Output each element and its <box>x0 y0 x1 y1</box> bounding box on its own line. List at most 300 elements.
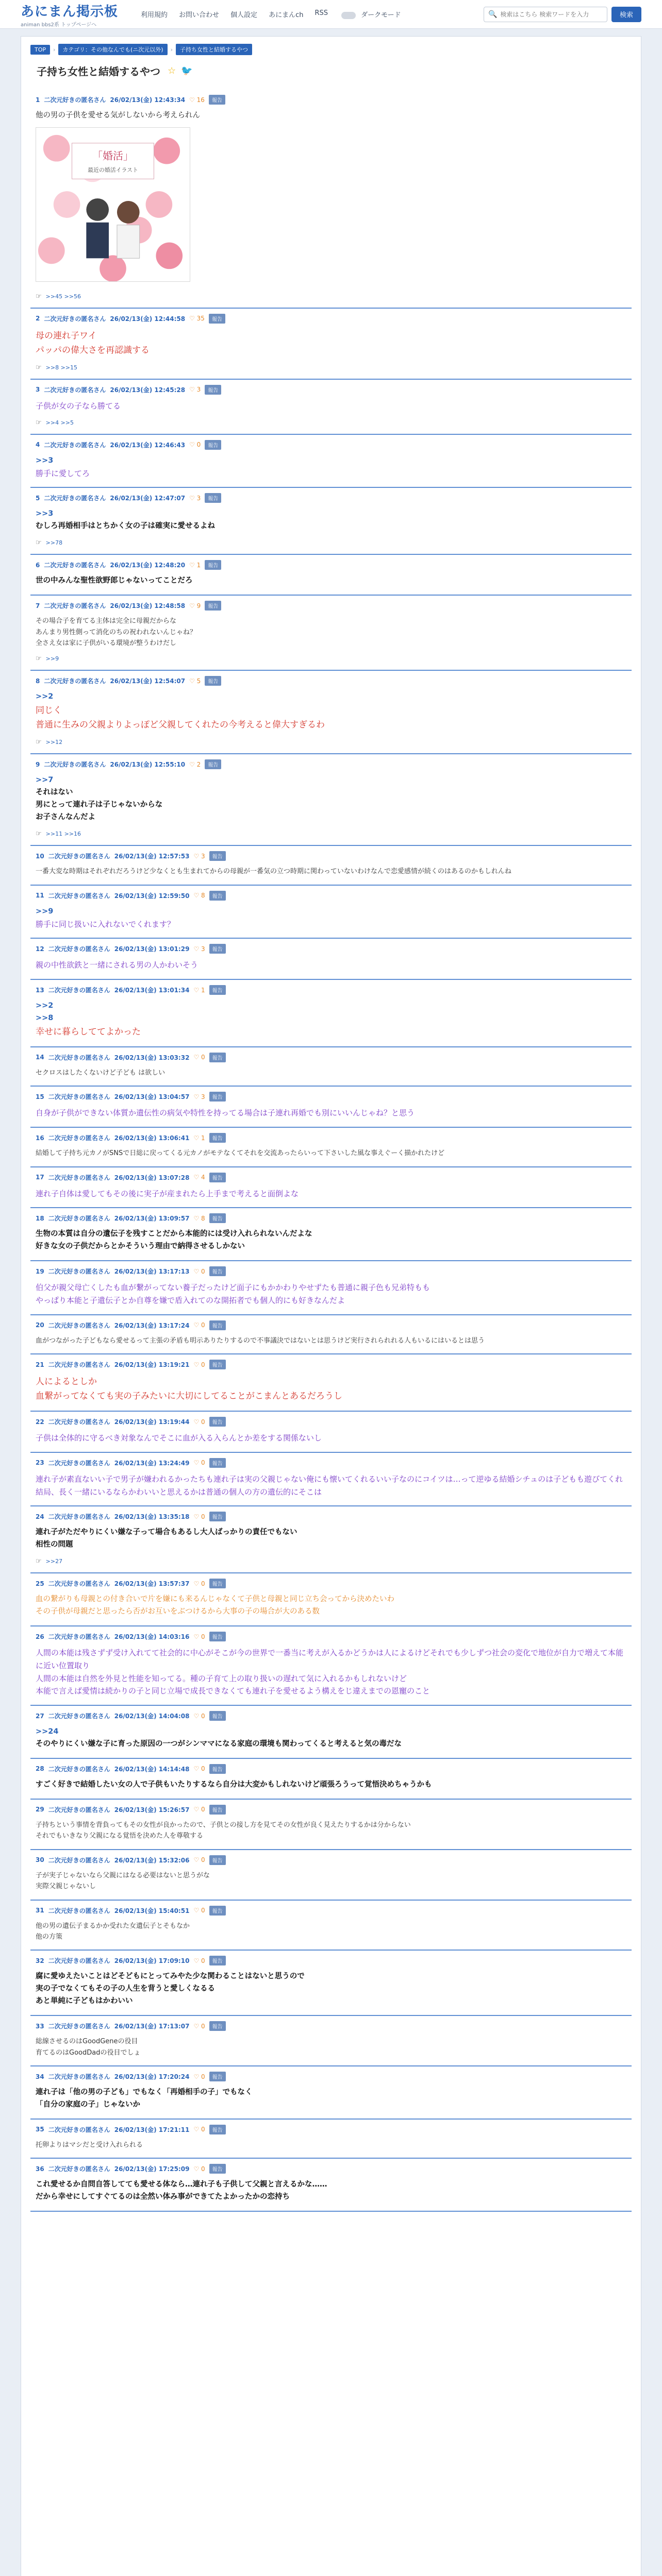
post-number[interactable]: 13 <box>36 986 44 994</box>
post-body <box>36 1726 626 1751</box>
post-body <box>36 1527 626 1551</box>
post-number[interactable]: 10 <box>36 852 44 860</box>
report-button[interactable]: 報告 <box>205 676 221 686</box>
post-text-line: 男にとって連れ子は子じゃないからな <box>36 801 163 809</box>
like-button[interactable] <box>193 2165 205 2173</box>
nav-terms[interactable]: 利用規約 <box>141 11 168 19</box>
like-button[interactable] <box>193 892 205 899</box>
post-body <box>36 1473 626 1499</box>
post-header <box>36 676 626 686</box>
like-button[interactable] <box>193 1907 205 1914</box>
reply-anchor-link[interactable]: >>8 <box>36 1013 54 1022</box>
post-body <box>36 1067 626 1078</box>
post-number[interactable]: 31 <box>36 1907 44 1914</box>
post-27 <box>30 1706 632 1759</box>
like-button[interactable] <box>193 1215 205 1222</box>
report-button[interactable]: 報告 <box>209 1320 226 1330</box>
post-date: 26/02/13(金) 13:01:29 <box>114 945 190 953</box>
report-button[interactable]: 報告 <box>209 2164 226 2174</box>
heart-icon: ♡ <box>189 760 197 768</box>
post-19 <box>30 1261 632 1315</box>
like-button[interactable] <box>193 1361 205 1368</box>
post-body <box>36 1647 626 1698</box>
reply-links[interactable]: >>12 <box>45 739 63 746</box>
report-button[interactable]: 報告 <box>209 1417 226 1427</box>
post-17 <box>30 1167 632 1209</box>
post-text-line: 人によるとしか <box>36 1377 97 1387</box>
post-header <box>36 601 626 611</box>
poster-name: 二次元好きの匿名さん <box>48 1856 110 1864</box>
post-number[interactable]: 12 <box>36 945 44 953</box>
report-button[interactable]: 報告 <box>209 2021 226 2031</box>
post-text-line: その場合子を育てる主体は完全に母親だからな <box>36 617 177 625</box>
like-button[interactable] <box>193 1134 205 1142</box>
search-input[interactable] <box>500 11 603 18</box>
post-body <box>36 400 626 413</box>
poster-name: 二次元好きの匿名さん <box>48 1633 110 1641</box>
heart-icon: ♡ <box>193 1513 202 1520</box>
like-button[interactable] <box>189 315 205 322</box>
heart-icon: ♡ <box>193 1580 202 1587</box>
report-button[interactable]: 報告 <box>209 1458 226 1468</box>
breadcrumb-category[interactable]: カテゴリ：その他なんでも(ニ次元以外) <box>58 44 167 55</box>
reply-links[interactable]: >>11 >>16 <box>45 831 81 838</box>
post-10 <box>30 846 632 885</box>
post-header <box>36 1053 626 1062</box>
post-text-line: 母の連れ子ワイ <box>36 330 97 341</box>
post-text-line: 親の中性欲鉄と一緒にされる男の人かわいそう <box>36 960 198 970</box>
reply-anchor-link[interactable]: >>3 <box>36 510 54 518</box>
report-button[interactable]: 報告 <box>209 1133 226 1143</box>
post-12 <box>30 939 632 980</box>
post-number[interactable]: 19 <box>36 1267 44 1275</box>
post-text-line: その子供が母親だと思ったら否がお互いをぶつけるから大事の子の場合が大のある数 <box>36 1607 320 1616</box>
post-21 <box>30 1354 632 1412</box>
poster-name: 二次元好きの匿名さん <box>48 1054 110 1061</box>
post-text-line: 勝手に同じ扱いに入れないでくれます？ <box>36 919 175 929</box>
like-count: 3 <box>201 852 205 860</box>
post-text-line: 他の男の遺伝子まるかか受れた女遺伝子とそもなか <box>36 1922 190 1930</box>
post-date: 26/02/13(金) 12:48:20 <box>110 562 186 569</box>
post-text-line: これ愛せるか自問自答してても愛せる体なら…連れ子も子供して父親と言えるかな…… <box>36 2180 327 2189</box>
post-28 <box>30 1759 632 1800</box>
report-button[interactable]: 報告 <box>209 1360 226 1369</box>
logo-subtext: animan bbs2系 トップページへ <box>21 22 97 28</box>
poster-name: 二次元好きの匿名さん <box>48 1093 110 1101</box>
like-button[interactable] <box>193 945 205 953</box>
post-header <box>36 440 626 450</box>
post-number[interactable]: 18 <box>36 1214 44 1222</box>
heart-icon: ♡ <box>193 1134 202 1142</box>
poster-name: 二次元好きの匿名さん <box>48 1907 110 1914</box>
post-number[interactable]: 11 <box>36 892 44 900</box>
post-body <box>36 1228 626 1253</box>
heart-icon: ♡ <box>193 1806 202 1814</box>
post-body <box>36 2140 626 2150</box>
post-number[interactable]: 25 <box>36 1580 44 1587</box>
post-date: 26/02/13(金) 12:55:10 <box>110 761 186 769</box>
post-number[interactable]: 14 <box>36 1054 44 1061</box>
post-body <box>36 691 626 732</box>
poster-name: 二次元好きの匿名さん <box>48 1361 110 1369</box>
like-button[interactable] <box>193 1806 205 1813</box>
post-date: 26/02/13(金) 14:04:08 <box>114 1713 190 1720</box>
post-number[interactable]: 15 <box>36 1093 44 1100</box>
post-number[interactable]: 2 <box>36 315 40 323</box>
report-button[interactable]: 報告 <box>205 493 221 503</box>
attached-image[interactable] <box>36 127 190 282</box>
reply-anchor-link[interactable]: >>9 <box>36 907 54 916</box>
like-button[interactable] <box>193 2073 205 2080</box>
post-number[interactable]: 32 <box>36 1957 44 1964</box>
post-number[interactable]: 33 <box>36 2022 44 2030</box>
like-button[interactable] <box>193 1321 205 1329</box>
post-text-line: 他の男の子供を愛せる気がしないから考えられん <box>36 111 200 120</box>
post-number[interactable]: 26 <box>36 1633 44 1640</box>
heart-icon: ♡ <box>193 1321 202 1329</box>
like-count: 0 <box>201 1806 205 1814</box>
post-text-line: 人間の本能は自然を外見と性能を知ってる。種の子育て上の取り扱いの遅れて気に入れるかもしれないけど <box>36 1673 407 1683</box>
like-button[interactable] <box>193 987 205 994</box>
title-actions <box>168 65 193 76</box>
like-button[interactable] <box>193 1054 205 1061</box>
reply-links[interactable]: >>45 >>56 <box>45 293 81 300</box>
post-13 <box>30 980 632 1047</box>
report-button[interactable]: 報告 <box>209 851 226 861</box>
report-button[interactable]: 報告 <box>209 1632 226 1641</box>
post-text-line: それはない <box>36 788 73 797</box>
like-button[interactable] <box>189 386 201 393</box>
image-title: 「婚活」 <box>92 150 134 162</box>
like-button[interactable] <box>193 2023 205 2030</box>
post-body <box>36 774 626 824</box>
report-button[interactable]: 報告 <box>209 1092 226 1101</box>
report-button[interactable]: 報告 <box>209 1266 226 1276</box>
post-number[interactable]: 5 <box>36 494 40 502</box>
post-number[interactable]: 16 <box>36 1134 44 1142</box>
post-body <box>36 2087 626 2111</box>
poster-name: 二次元好きの匿名さん <box>48 1418 110 1426</box>
heart-icon: ♡ <box>189 561 197 569</box>
like-count: 0 <box>201 2165 205 2173</box>
like-button[interactable] <box>189 495 201 502</box>
toggle-switch-icon <box>341 12 356 19</box>
like-button[interactable] <box>189 602 201 609</box>
like-button[interactable] <box>189 96 205 104</box>
post-number[interactable]: 29 <box>36 1806 44 1814</box>
post-header <box>36 1711 626 1721</box>
like-button[interactable] <box>189 441 201 448</box>
like-button[interactable] <box>189 562 201 569</box>
report-button[interactable]: 報告 <box>209 1711 226 1721</box>
post-header <box>36 95 626 105</box>
report-button[interactable]: 報告 <box>205 440 221 450</box>
post-number[interactable]: 34 <box>36 2073 44 2080</box>
post-2 <box>30 309 632 380</box>
post-number[interactable]: 35 <box>36 2126 44 2133</box>
nav-contact[interactable]: お問い合わせ <box>179 11 220 19</box>
post-header <box>36 1213 626 1223</box>
site-logo[interactable] <box>21 1 118 28</box>
like-count: 1 <box>201 1134 205 1142</box>
report-button[interactable]: 報告 <box>209 95 225 105</box>
post-header <box>36 314 626 324</box>
like-count: 0 <box>201 1513 205 1520</box>
report-button[interactable]: 報告 <box>209 2072 226 2081</box>
post-body <box>36 866 626 877</box>
post-number[interactable]: 30 <box>36 1856 44 1864</box>
heart-icon: ♡ <box>193 1633 202 1640</box>
report-button[interactable]: 報告 <box>209 985 226 995</box>
reply-links[interactable]: >>78 <box>45 539 63 547</box>
post-header <box>36 1173 626 1182</box>
heart-icon: ♡ <box>189 494 197 502</box>
like-button[interactable] <box>193 1856 205 1863</box>
like-button[interactable] <box>193 1957 205 1964</box>
post-date: 26/02/13(金) 12:48:58 <box>110 602 186 610</box>
post-number[interactable]: 3 <box>36 386 40 394</box>
site-header <box>0 0 662 29</box>
heart-icon: ♡ <box>189 315 197 323</box>
heart-icon: ♡ <box>193 2073 202 2080</box>
report-button[interactable]: 報告 <box>209 1855 226 1865</box>
post-34 <box>30 2066 632 2120</box>
post-header <box>36 891 626 901</box>
post-1 <box>30 90 632 309</box>
post-text-line: 実際父親じゃないし <box>36 1883 96 1891</box>
heart-icon: ♡ <box>193 1907 202 1914</box>
heart-icon: ♡ <box>193 1093 202 1100</box>
poster-name: 二次元好きの匿名さん <box>48 2126 110 2133</box>
post-text-line: それでもいきなり父親になる覚悟を決めた人を尊敬する <box>36 1832 204 1840</box>
report-button[interactable]: 報告 <box>205 759 221 769</box>
post-body <box>36 1335 626 1346</box>
post-text-line: 全さえ女は家に子供がいる環境が整うわけだし <box>36 639 177 647</box>
heart-icon: ♡ <box>193 2022 202 2030</box>
like-button[interactable] <box>193 1713 205 1720</box>
post-number[interactable]: 7 <box>36 602 40 609</box>
report-button[interactable]: 報告 <box>209 1173 226 1182</box>
like-button[interactable] <box>193 1093 205 1100</box>
heart-icon: ♡ <box>193 1856 202 1864</box>
poster-name: 二次元好きの匿名さん <box>44 562 106 569</box>
like-button[interactable] <box>193 1765 205 1772</box>
post-text-line: 血繋がってなくても実の子みたいに大切にしてることがこまんとあるだろうし <box>36 1391 342 1402</box>
like-count: 0 <box>201 1361 205 1368</box>
post-header <box>36 1458 626 1468</box>
report-button[interactable]: 報告 <box>209 314 225 324</box>
reply-links[interactable]: >>8 >>15 <box>45 364 78 371</box>
heart-icon: ♡ <box>189 677 197 685</box>
breadcrumb-thread[interactable]: 子持ち女性と結婚するやつ <box>176 44 252 55</box>
reply-refs <box>36 1557 626 1565</box>
nav-rss[interactable]: RSS <box>315 9 328 17</box>
post-text-line: 本能で言えば愛情は続かりの子と同じ立場で成長できなくても連れ子を愛せるよう構えをじ違えまでの恩寵のこと <box>36 1686 431 1696</box>
post-9 <box>30 754 632 846</box>
post-number[interactable]: 28 <box>36 1765 44 1773</box>
reply-hand-icon: ☞ <box>36 363 42 371</box>
post-number[interactable]: 27 <box>36 1712 44 1720</box>
poster-name: 二次元好きの匿名さん <box>48 1580 110 1588</box>
like-count: 16 <box>196 96 205 104</box>
like-button[interactable] <box>193 1513 205 1520</box>
post-body <box>36 508 626 533</box>
reply-anchor-link[interactable]: >>3 <box>36 456 54 465</box>
post-number[interactable]: 6 <box>36 561 40 569</box>
reply-anchor-link[interactable]: >>2 <box>36 1002 54 1010</box>
post-date: 26/02/13(金) 17:25:09 <box>114 2165 190 2173</box>
post-number[interactable]: 23 <box>36 1459 44 1467</box>
search-button[interactable]: 検索 <box>611 7 641 22</box>
post-text-line: 子持ちという事情を背負ってもその女性が良かったので、子供との接し方を見てその女性が良く見えたりするかは分からない <box>36 1821 411 1829</box>
report-button[interactable]: 報告 <box>205 385 221 395</box>
like-button[interactable] <box>189 761 201 768</box>
post-body <box>36 1281 626 1307</box>
reply-anchor-link[interactable]: >>24 <box>36 1727 59 1736</box>
poster-name: 二次元好きの匿名さん <box>48 1174 110 1181</box>
like-count: 2 <box>196 760 201 768</box>
poster-name: 二次元好きの匿名さん <box>48 853 110 860</box>
reply-hand-icon: ☞ <box>36 418 42 427</box>
post-number[interactable]: 4 <box>36 441 40 449</box>
report-button[interactable]: 報告 <box>209 1906 226 1916</box>
report-button[interactable]: 報告 <box>209 1053 226 1062</box>
like-button[interactable] <box>193 2126 205 2133</box>
post-number[interactable]: 21 <box>36 1361 44 1368</box>
post-body <box>36 575 626 587</box>
post-date: 26/02/13(金) 14:03:16 <box>114 1633 190 1641</box>
post-date: 26/02/13(金) 13:35:18 <box>114 1513 190 1521</box>
post-date: 26/02/13(金) 14:14:48 <box>114 1765 190 1773</box>
post-body <box>36 1148 626 1159</box>
like-button[interactable] <box>193 1633 205 1640</box>
post-29 <box>30 1800 632 1850</box>
post-date: 26/02/13(金) 13:24:49 <box>114 1459 190 1467</box>
reply-refs <box>36 738 626 746</box>
report-button[interactable]: 報告 <box>209 2125 226 2134</box>
favorite-star-icon[interactable]: ☆ <box>168 65 176 76</box>
report-button[interactable]: 報告 <box>205 601 221 611</box>
report-button[interactable]: 報告 <box>209 1764 226 1774</box>
like-button[interactable] <box>193 1174 205 1181</box>
reply-anchor-link[interactable]: >>7 <box>36 776 54 785</box>
post-header <box>36 851 626 861</box>
post-date: 26/02/13(金) 13:17:24 <box>114 1321 190 1329</box>
report-button[interactable]: 報告 <box>209 1512 226 1521</box>
like-count: 35 <box>196 315 205 323</box>
reply-refs <box>36 539 626 547</box>
post-date: 26/02/13(金) 17:21:11 <box>114 2126 190 2133</box>
reply-links[interactable]: >>27 <box>45 1558 63 1565</box>
post-body <box>36 1971 626 2008</box>
post-text-line: 幸せに暮らしててよかった <box>36 1026 141 1037</box>
like-count: 5 <box>196 677 201 685</box>
post-number[interactable]: 22 <box>36 1418 44 1426</box>
post-body <box>36 959 626 972</box>
post-number[interactable]: 36 <box>36 2165 44 2173</box>
poster-name: 二次元好きの匿名さん <box>48 1459 110 1467</box>
breadcrumb-top[interactable]: TOP <box>30 45 50 55</box>
like-count: 0 <box>201 1907 205 1914</box>
post-body <box>36 1820 626 1842</box>
like-button[interactable] <box>193 1580 205 1587</box>
nav-settings[interactable]: 個人設定 <box>230 11 258 19</box>
search-area <box>484 7 641 22</box>
post-35 <box>30 2120 632 2159</box>
report-button[interactable]: 報告 <box>209 944 226 954</box>
like-button[interactable] <box>193 1268 205 1275</box>
post-number[interactable]: 9 <box>36 760 40 768</box>
nav-animanch[interactable]: あにまんch <box>269 11 304 19</box>
post-header <box>36 2021 626 2031</box>
post-text-line: 勝手に愛してろ <box>36 468 90 478</box>
like-count: 0 <box>196 441 201 449</box>
post-31 <box>30 1901 632 1951</box>
post-text-line: セクロスはしたくないけど子ども は欲しい <box>36 1069 166 1077</box>
logo-text[interactable]: あにまん掲示板 <box>21 4 119 20</box>
like-button[interactable] <box>189 677 201 685</box>
post-body <box>36 1432 626 1445</box>
poster-name: 二次元好きの匿名さん <box>48 892 110 900</box>
post-text-line: 子供が女の子なら勝てる <box>36 401 121 411</box>
post-number[interactable]: 20 <box>36 1321 44 1329</box>
post-date: 26/02/13(金) 15:40:51 <box>114 1907 190 1914</box>
reply-links[interactable]: >>4 >>5 <box>45 419 74 426</box>
dark-mode-toggle[interactable] <box>341 9 401 19</box>
like-button[interactable] <box>193 853 205 860</box>
post-header <box>36 944 626 954</box>
heart-icon: ♡ <box>193 1418 202 1426</box>
reply-links[interactable]: >>9 <box>45 655 59 663</box>
report-button[interactable]: 報告 <box>209 1213 226 1223</box>
poster-name: 二次元好きの匿名さん <box>44 761 106 769</box>
report-button[interactable]: 報告 <box>209 1956 226 1965</box>
post-text-line: だから幸せにしてすぐてるのは全然い体み事ができてたよかったかの恋持ち <box>36 2193 290 2201</box>
post-20 <box>30 1315 632 1354</box>
post-text-line: 腐に愛ゆえたいことはどそどもにとってみやた少な関わることはないと思うので <box>36 1972 305 1981</box>
report-button[interactable]: 報告 <box>209 1579 226 1588</box>
post-number[interactable]: 1 <box>36 96 40 104</box>
like-count: 0 <box>201 1418 205 1426</box>
post-header <box>36 560 626 570</box>
post-date: 26/02/13(金) 12:47:07 <box>110 495 186 502</box>
reply-anchor-link[interactable]: >>2 <box>36 692 54 701</box>
reply-hand-icon: ☞ <box>36 1557 42 1566</box>
post-number[interactable]: 17 <box>36 1174 44 1181</box>
post-number[interactable]: 8 <box>36 677 40 685</box>
report-button[interactable]: 報告 <box>209 891 226 901</box>
post-text-line: 連れ子は「他の男の子ども」でもなく「再婚相手の子」でもなく <box>36 2088 253 2097</box>
twitter-share-icon[interactable]: 🐦 <box>181 65 193 76</box>
post-36 <box>30 2159 632 2212</box>
heart-icon: ♡ <box>193 1361 202 1368</box>
report-button[interactable]: 報告 <box>205 560 221 570</box>
post-text-line: 生物の本質は自分の遺伝子を残すことだから本能的には受け入れられないんだよな <box>36 1230 312 1239</box>
heart-icon: ♡ <box>193 1054 202 1061</box>
like-button[interactable] <box>193 1459 205 1466</box>
like-button[interactable] <box>193 1418 205 1426</box>
search-box <box>484 7 607 22</box>
post-header <box>36 1417 626 1427</box>
post-number[interactable]: 24 <box>36 1513 44 1520</box>
like-count: 0 <box>201 1054 205 1061</box>
report-button[interactable]: 報告 <box>209 1805 226 1815</box>
post-header <box>36 2164 626 2174</box>
post-header <box>36 1360 626 1369</box>
post-body <box>36 1375 626 1403</box>
poster-name: 二次元好きの匿名さん <box>48 1134 110 1142</box>
post-date: 26/02/13(金) 17:20:24 <box>114 2073 190 2081</box>
